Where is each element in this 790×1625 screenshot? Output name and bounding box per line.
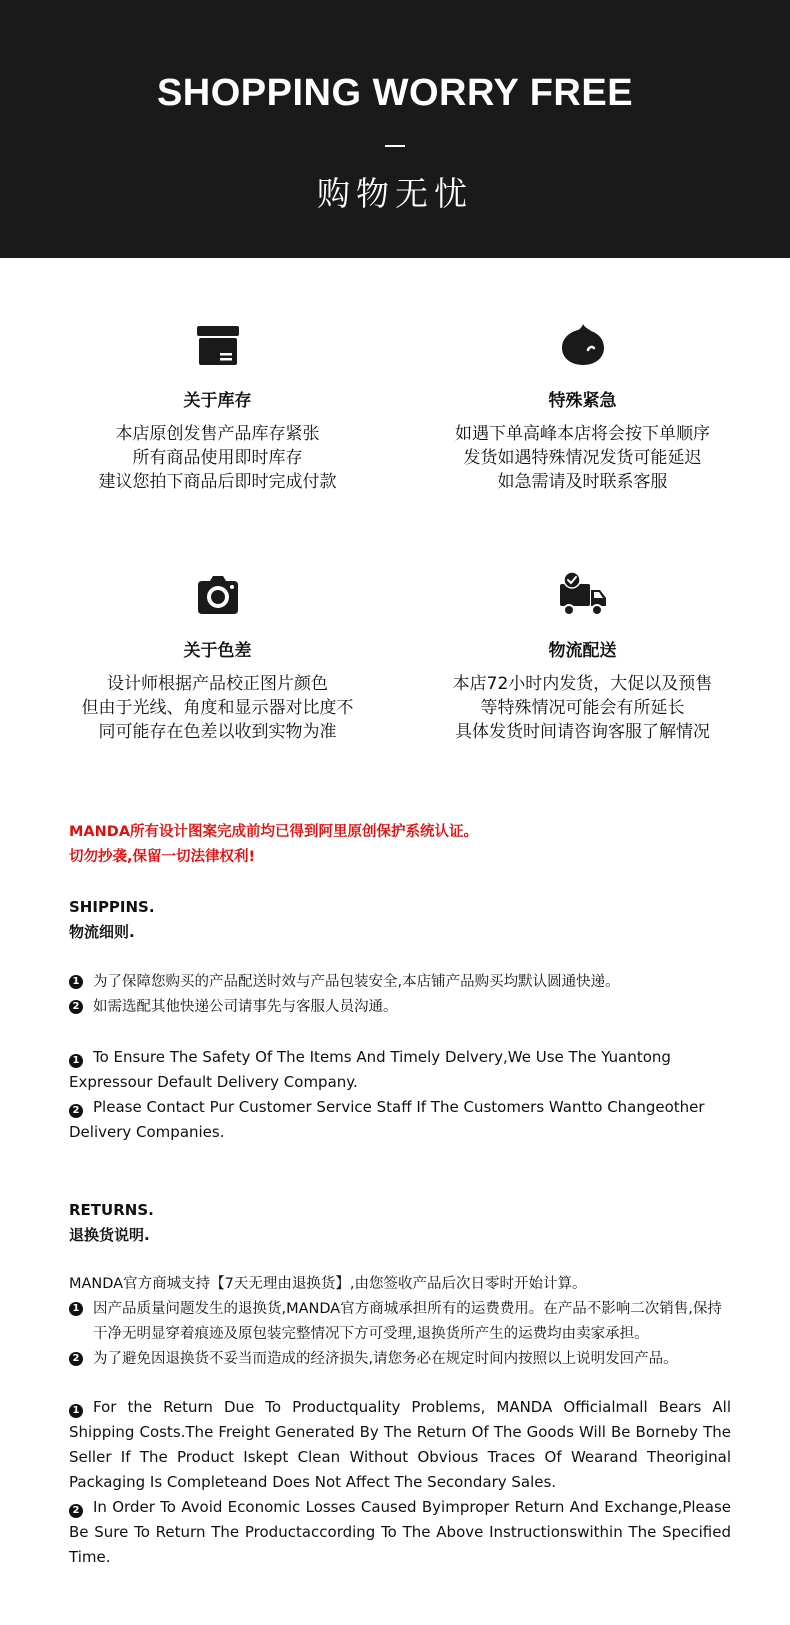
returns-heading-en: RETURNS. (69, 1201, 154, 1219)
feature-line: 所有商品使用即时库存 (132, 448, 303, 468)
number-bullet: 2 (69, 1000, 83, 1014)
returns-cn-list (69, 1272, 731, 1372)
box-icon (193, 320, 243, 370)
feature-line: 设计师根据产品校正图片颜色 (107, 674, 328, 694)
list-item (69, 970, 731, 995)
feature-line: 本店72小时内发货，大促以及预售 (452, 674, 713, 694)
shipping-heading (69, 895, 155, 945)
feature-line: 具体发货时间请咨询客服了解情况 (455, 722, 710, 742)
page-subtitle: 购物无忧 (317, 174, 473, 213)
list-item (69, 1395, 731, 1495)
number-bullet: 1 (69, 1302, 83, 1316)
returns-heading (69, 1198, 154, 1248)
list-item (69, 1045, 731, 1095)
list-item-text: For the Return Due To Productquality Problems, MANDA Officialmall Bears All Shipping Costs.The Freight Generated By The Return Of The Goods Will Be Borneby The Seller If The Product Iskept Clean Without Obvious Traces Of Wearand Theoriginal Packaging Is Completeand Does Not Affect The Secondary Sales. (69, 1398, 731, 1491)
camera-icon (193, 570, 243, 620)
number-bullet: 1 (69, 1054, 83, 1068)
list-item (69, 1297, 731, 1347)
feature-line: 同可能存在色差以收到实物为准 (98, 722, 337, 742)
notice-line: MANDA所有设计图案完成前均已得到阿里原创保护系统认证。 (69, 824, 479, 840)
title-divider (385, 145, 405, 147)
returns-en-list (69, 1395, 731, 1570)
list-item (69, 995, 731, 1020)
list-item-text: Please Contact Pur Customer Service Staff If The Customers Wantto Changeother Delivery Companies. (69, 1098, 705, 1141)
feature-color-difference (20, 570, 415, 744)
number-bullet: 2 (69, 1104, 83, 1118)
shipping-cn-list (69, 970, 731, 1020)
shipping-heading-cn: 物流细则. (69, 923, 135, 941)
urgent-face-icon (558, 320, 608, 370)
feature-line: 如急需请及时联系客服 (497, 472, 668, 492)
feature-line: 如遇下单高峰本店将会按下单顺序 (455, 424, 710, 444)
feature-line: 但由于光线、角度和显示器对比度不 (81, 698, 354, 718)
feature-inventory (20, 320, 415, 494)
feature-line: 等特殊情况可能会有所延长 (480, 698, 685, 718)
list-item-text: In Order To Avoid Economic Losses Caused Byimproper Return And Exchange,Please Be Sure To Return The Productaccording To The Above Instructionswithin The Specified Time. (69, 1498, 731, 1566)
list-item-text: 如需选配其他快递公司请事先与客服人员沟通。 (93, 999, 398, 1015)
list-item-text: 为了保障您购买的产品配送时效与产品包装安全,本店铺产品购买均默认圆通快递。 (93, 974, 620, 990)
number-bullet: 1 (69, 975, 83, 989)
list-item (69, 1347, 731, 1372)
shipping-en-list (69, 1045, 731, 1145)
notice-line: 切勿抄袭,保留一切法律权利! (69, 849, 256, 865)
list-item-text: 为了避免因退换货不妥当而造成的经济损失,请您务必在规定时间内按照以上说明发回产品。 (93, 1351, 678, 1367)
hero-banner (0, 0, 790, 258)
feature-line: 建议您拍下商品后即时完成付款 (98, 472, 337, 492)
list-item-text: 因产品质量问题发生的退换货,MANDA官方商城承担所有的运费费用。在产品不影响二次销售,保持干净无明显穿着痕迹及原包装完整情况下方可受理,退换货所产生的运费均由卖家承担。 (93, 1301, 722, 1342)
feature-title: 关于色差 (183, 641, 252, 661)
delivery-truck-icon (558, 570, 608, 620)
feature-delivery (385, 570, 780, 744)
feature-urgent (385, 320, 780, 494)
feature-line: 本店原创发售产品库存紧张 (115, 424, 320, 444)
number-bullet: 2 (69, 1504, 83, 1518)
number-bullet: 1 (69, 1404, 83, 1418)
feature-line: 发货如遇特殊情况发货可能延迟 (463, 448, 702, 468)
list-item (69, 1095, 731, 1145)
shipping-heading-en: SHIPPINS. (69, 898, 155, 916)
feature-title: 物流配送 (548, 641, 617, 661)
list-item-text: To Ensure The Safety Of The Items And Timely Delvery,We Use The Yuantong Expressour Default Delivery Company. (69, 1048, 671, 1091)
number-bullet: 2 (69, 1352, 83, 1366)
returns-intro: MANDA官方商城支持【7天无理由退换货】,由您签收产品后次日零时开始计算。 (69, 1276, 587, 1292)
page-title: SHOPPING WORRY FREE (156, 72, 634, 114)
copyright-notice (69, 820, 729, 870)
returns-heading-cn: 退换货说明. (69, 1226, 150, 1244)
feature-title: 特殊紧急 (548, 391, 617, 411)
list-item (69, 1495, 731, 1570)
feature-title: 关于库存 (183, 391, 252, 411)
